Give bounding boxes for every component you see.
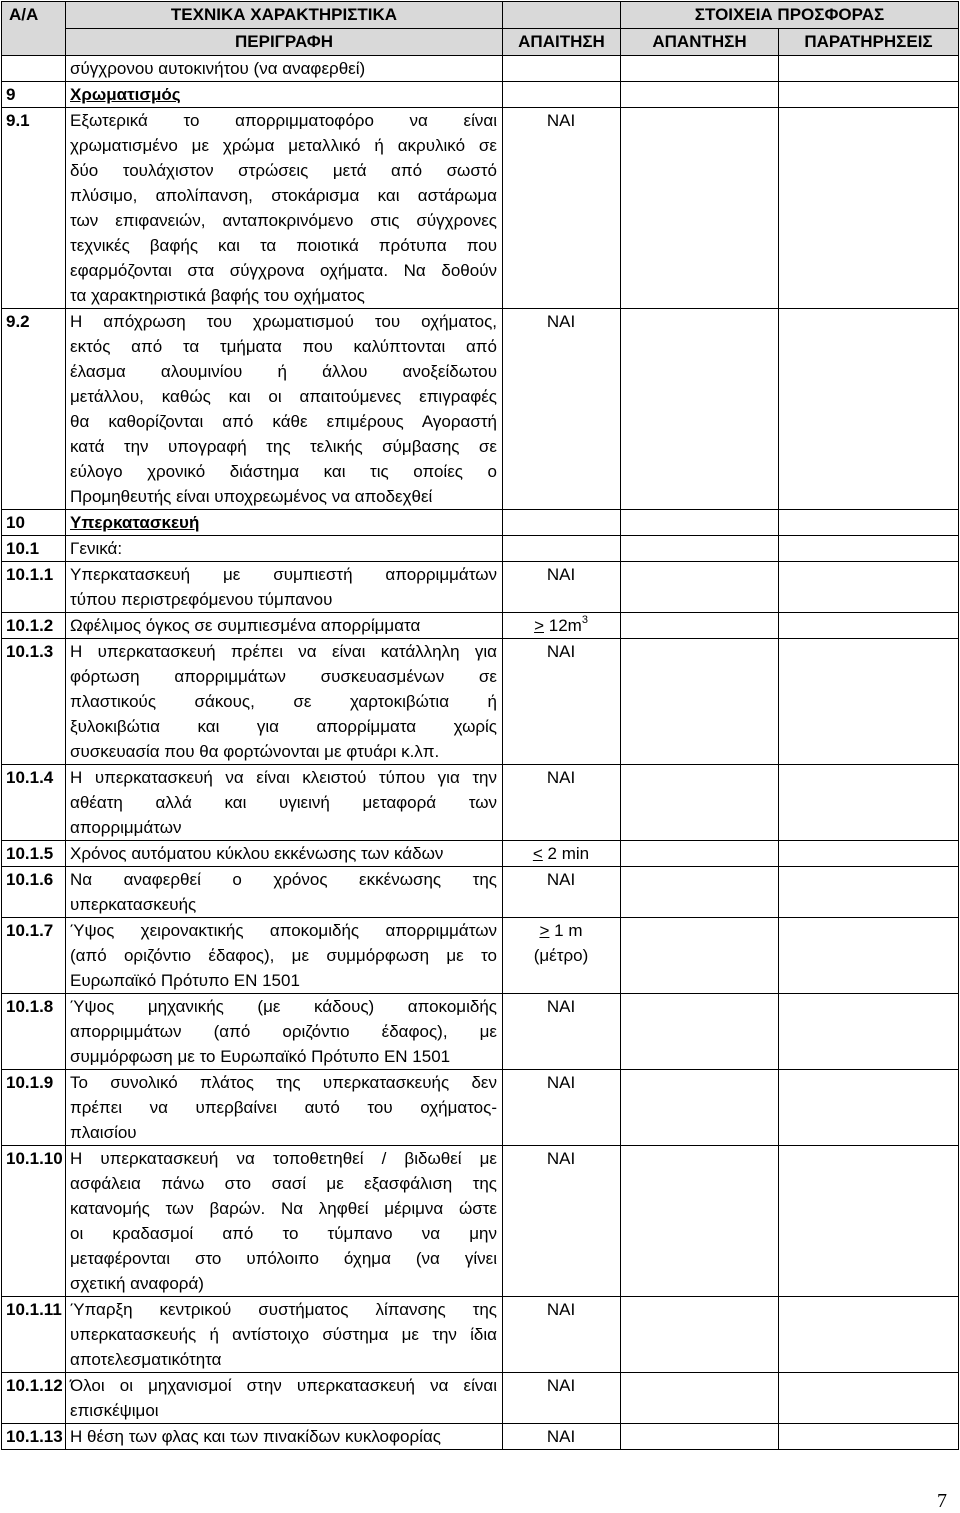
answer-cell	[621, 56, 779, 82]
remarks-cell	[779, 309, 959, 510]
requirement-value: ΝΑΙ	[503, 108, 621, 309]
remarks-cell	[779, 613, 959, 639]
description-line: Ωφέλιμος όγκος σε συμπιεσμένα απορρίμματα	[70, 616, 421, 635]
requirement-value	[503, 56, 621, 82]
description-line: μεταφέρονται στο υπόλοιπο όχημα (να γίνει	[70, 1249, 497, 1268]
description-line: σχετική αναφορά)	[70, 1274, 204, 1293]
item-number: 10.1.9	[2, 1070, 66, 1146]
requirement-line	[507, 918, 615, 943]
item-number: 9	[2, 82, 66, 108]
table-row	[2, 1070, 959, 1146]
table-header	[2, 2, 959, 56]
description-line: Ύπαρξη κεντρικού συστήματος λίπανσης της	[70, 1300, 497, 1319]
header-aa: Α/Α	[2, 2, 66, 56]
answer-cell	[621, 108, 779, 309]
table-row	[2, 56, 959, 82]
remarks-cell	[779, 1424, 959, 1450]
table-row	[2, 536, 959, 562]
description-line: ασφάλεια πάνω στο σασί με εξασφάλιση της	[70, 1174, 497, 1193]
item-description	[66, 639, 503, 765]
item-description	[66, 1297, 503, 1373]
section-title: Υπερκατασκευή	[70, 513, 200, 532]
item-description	[66, 867, 503, 918]
item-number: 10.1	[2, 536, 66, 562]
answer-cell	[621, 1373, 779, 1424]
item-description	[66, 613, 503, 639]
item-number: 10.1.7	[2, 918, 66, 994]
item-description	[66, 1424, 503, 1450]
item-description	[66, 765, 503, 841]
header-empty-cell	[503, 2, 621, 29]
item-number: 10.1.1	[2, 562, 66, 613]
description-line: Η υπερκατασκευή πρέπει να είναι κατάλληλη για	[70, 642, 497, 661]
requirement-value	[503, 918, 621, 994]
description-line: συσκευασία που θα φορτώνονται με φτυάρι κ.λπ.	[70, 742, 440, 761]
requirement-note: (μέτρο)	[533, 946, 589, 965]
description-line: επισκέψιμοι	[70, 1401, 159, 1420]
description-line: Χρόνος αυτόματου κύκλου εκκένωσης των κάδων	[70, 844, 444, 863]
description-line: τύπου περιστρεφόμενου τύμπανου	[70, 590, 333, 609]
description-line: φόρτωση απορριμμάτων συσκευασμένων σε	[70, 667, 497, 686]
item-number: 10.1.11	[2, 1297, 66, 1373]
requirement-value: ΝΑΙ	[503, 765, 621, 841]
header-row-columns	[2, 29, 959, 56]
header-requirement: ΑΠΑΙΤΗΣΗ	[503, 29, 621, 56]
remarks-cell	[779, 82, 959, 108]
requirement-value: ΝΑΙ	[503, 867, 621, 918]
table-row	[2, 1146, 959, 1297]
description-line: τα χαρακτηριστικά βαφής του οχήματος	[70, 286, 365, 305]
answer-cell	[621, 510, 779, 536]
description-line: εύλογο χρονικό διάστημα και τις οποίες ο	[70, 462, 497, 481]
item-description	[66, 994, 503, 1070]
item-description	[66, 562, 503, 613]
remarks-cell	[779, 867, 959, 918]
item-number: 10.1.2	[2, 613, 66, 639]
table-row	[2, 918, 959, 994]
description-line: Ύψος μηχανικής (με κάδους) αποκομιδής	[70, 997, 497, 1016]
description-line: Το συνολικό πλάτος της υπερκατασκευής δεν	[70, 1073, 497, 1092]
requirement-amount: 2 min	[547, 844, 590, 863]
description-line: θα καθορίζονται από κάθε επιμέρους Αγοραστή	[70, 412, 497, 431]
item-description	[66, 82, 503, 108]
answer-cell	[621, 918, 779, 994]
remarks-cell	[779, 562, 959, 613]
remarks-cell	[779, 1070, 959, 1146]
table-row	[2, 639, 959, 765]
table-row	[2, 867, 959, 918]
item-description	[66, 1070, 503, 1146]
requirement-amount: 12m	[548, 616, 582, 635]
remarks-cell	[779, 510, 959, 536]
description-line: Η απόχρωση του χρωματισμού του οχήματος,	[70, 312, 497, 331]
description-line: συμμόρφωση με το Ευρωπαϊκό Πρότυπο ΕΝ 1501	[70, 1047, 451, 1066]
description-line: Υπερκατασκευή με συμπιεστή απορριμμάτων	[70, 565, 497, 584]
item-number: 10.1.12	[2, 1373, 66, 1424]
requirement-value: ΝΑΙ	[503, 1373, 621, 1424]
description-line: απορριμμάτων (από οριζόντιο έδαφος), με	[70, 1022, 497, 1041]
description-line: σύγχρονου αυτοκινήτου (να αναφερθεί)	[70, 59, 366, 78]
description-line: χρωματισμένο με χρώμα μεταλλικό ή ακρυλικό σε	[70, 136, 497, 155]
description-line: υπερκατασκευής	[70, 895, 197, 914]
description-line: κατανομής των βαρών. Να ληφθεί μέριμνα ώστε	[70, 1199, 497, 1218]
table-row	[2, 1297, 959, 1373]
item-description	[66, 1146, 503, 1297]
table-row	[2, 510, 959, 536]
item-number: 10.1.8	[2, 994, 66, 1070]
answer-cell	[621, 82, 779, 108]
table-row	[2, 1373, 959, 1424]
item-description	[66, 536, 503, 562]
description-line: οι κραδασμοί από το τύμπανο να μην	[70, 1224, 497, 1243]
requirement-value	[503, 841, 621, 867]
table-row	[2, 994, 959, 1070]
item-number: 9.2	[2, 309, 66, 510]
answer-cell	[621, 1297, 779, 1373]
item-number: 10	[2, 510, 66, 536]
requirement-value	[503, 510, 621, 536]
requirement-line	[507, 613, 615, 638]
description-line: πλύσιμο, απολίπανση, στοκάρισμα και αστάρωμα	[70, 186, 497, 205]
requirement-value: ΝΑΙ	[503, 639, 621, 765]
description-line: Εξωτερικά το απορριμματοφόρο να είναι	[70, 111, 497, 130]
answer-cell	[621, 639, 779, 765]
remarks-cell	[779, 1146, 959, 1297]
answer-cell	[621, 1070, 779, 1146]
table-row	[2, 841, 959, 867]
answer-cell	[621, 613, 779, 639]
requirement-value	[503, 613, 621, 639]
answer-cell	[621, 994, 779, 1070]
item-number: 10.1.10	[2, 1146, 66, 1297]
table-row	[2, 108, 959, 309]
item-number	[2, 56, 66, 82]
description-line: πλαστικούς σάκους, σε χαρτοκιβώτια ή	[70, 692, 497, 711]
section-title: Χρωματισμός	[70, 85, 181, 104]
item-description	[66, 108, 503, 309]
requirement-line	[507, 841, 615, 866]
description-line: πρέπει να υπερβαίνει αυτό του οχήματος-	[70, 1098, 497, 1117]
requirement-value	[503, 82, 621, 108]
answer-cell	[621, 765, 779, 841]
requirement-value: ΝΑΙ	[503, 1424, 621, 1450]
table-row	[2, 613, 959, 639]
item-description	[66, 918, 503, 994]
description-line: Ύψος χειρονακτικής αποκομιδής απορριμμάτων	[70, 921, 497, 940]
item-description	[66, 510, 503, 536]
page-number: 7	[937, 1490, 947, 1512]
table-row	[2, 562, 959, 613]
header-answer: ΑΠΑΝΤΗΣΗ	[621, 29, 779, 56]
description-line: κατά την υπογραφή της τελικής σύμβασης σε	[70, 437, 497, 456]
table-body	[2, 56, 959, 1450]
header-technical-characteristics: ΤΕΧΝΙΚΑ ΧΑΡΑΚΤΗΡΙΣΤΙΚΑ	[66, 2, 503, 29]
description-line: Η υπερκατασκευή να τοποθετηθεί / βιδωθεί με	[70, 1149, 497, 1168]
item-number: 9.1	[2, 108, 66, 309]
item-number: 10.1.6	[2, 867, 66, 918]
item-description	[66, 841, 503, 867]
table-row	[2, 82, 959, 108]
requirement-value: ΝΑΙ	[503, 1070, 621, 1146]
remarks-cell	[779, 56, 959, 82]
description-line: τεχνικές βαφής και τα ποιοτικά πρότυπα που	[70, 236, 497, 255]
table-row	[2, 765, 959, 841]
item-description	[66, 309, 503, 510]
remarks-cell	[779, 841, 959, 867]
description-line: απορριμμάτων	[70, 818, 182, 837]
requirement-value: ΝΑΙ	[503, 309, 621, 510]
description-line: μετάλλου, καθώς και οι απαιτούμενες επιγραφές	[70, 387, 497, 406]
requirement-operator: >	[534, 616, 544, 635]
remarks-cell	[779, 765, 959, 841]
header-row-groups	[2, 2, 959, 29]
answer-cell	[621, 867, 779, 918]
description-line: (από οριζόντιο έδαφος), με συμμόρφωση με το	[70, 946, 497, 965]
description-line: ξυλοκιβώτια και για απορρίμματα χωρίς	[70, 717, 497, 736]
answer-cell	[621, 1146, 779, 1297]
description-line: εφαρμόζονται στα σύγχρονα οχήματα. Να δοθούν	[70, 261, 497, 280]
description-line: Ευρωπαϊκό Πρότυπο ΕΝ 1501	[70, 971, 300, 990]
description-line: των επιφανειών, ανταποκρινόμενο στις σύγχρονες	[70, 211, 497, 230]
remarks-cell	[779, 1373, 959, 1424]
requirement-unit-exponent: 3	[581, 614, 588, 626]
description-line: δύο τουλάχιστον στρώσεις μετά από σωστό	[70, 161, 497, 180]
answer-cell	[621, 309, 779, 510]
description-line: Όλοι οι μηχανισμοί στην υπερκατασκευή να είναι	[70, 1376, 497, 1395]
header-remarks: ΠΑΡΑΤΗΡΗΣΕΙΣ	[779, 29, 959, 56]
description-line: Η θέση των φλας και των πινακίδων κυκλοφορίας	[70, 1427, 441, 1446]
table-row	[2, 309, 959, 510]
description-line: Γενικά:	[70, 539, 123, 558]
description-line: εκτός από τα τμήματα που καλύπτονται από	[70, 337, 497, 356]
item-description	[66, 1373, 503, 1424]
description-line: έλασμα αλουμινίου ή άλλου ανοξείδωτου	[70, 362, 497, 381]
description-line: αθέατη αλλά και υγιεινή μεταφορά των	[70, 793, 497, 812]
requirement-operator: <	[532, 844, 543, 863]
header-description: ΠΕΡΙΓΡΑΦΗ	[66, 29, 503, 56]
requirement-value: ΝΑΙ	[503, 994, 621, 1070]
answer-cell	[621, 1424, 779, 1450]
item-description	[66, 56, 503, 82]
answer-cell	[621, 536, 779, 562]
table-row	[2, 1424, 959, 1450]
item-number: 10.1.4	[2, 765, 66, 841]
header-offer-details: ΣΤΟΙΧΕΙΑ ΠΡΟΣΦΟΡΑΣ	[621, 2, 959, 29]
technical-specifications-table	[1, 1, 959, 1450]
description-line: Η υπερκατασκευή να είναι κλειστού τύπου για την	[70, 768, 497, 787]
remarks-cell	[779, 639, 959, 765]
remarks-cell	[779, 108, 959, 309]
remarks-cell	[779, 1297, 959, 1373]
remarks-cell	[779, 918, 959, 994]
description-line: πλαισίου	[70, 1123, 137, 1142]
requirement-value: ΝΑΙ	[503, 1297, 621, 1373]
requirement-operator: >	[539, 921, 550, 940]
requirement-value	[503, 536, 621, 562]
item-number: 10.1.5	[2, 841, 66, 867]
answer-cell	[621, 562, 779, 613]
remarks-cell	[779, 536, 959, 562]
item-number: 10.1.3	[2, 639, 66, 765]
requirement-value: ΝΑΙ	[503, 562, 621, 613]
description-line: αποτελεσματικότητα	[70, 1350, 222, 1369]
requirement-value: ΝΑΙ	[503, 1146, 621, 1297]
description-line: Να αναφερθεί ο χρόνος εκκένωσης της	[70, 870, 497, 889]
remarks-cell	[779, 994, 959, 1070]
description-line: Προμηθευτής είναι υποχρεωμένος να αποδεχθεί	[70, 487, 433, 506]
item-number: 10.1.13	[2, 1424, 66, 1450]
description-line: υπερκατασκευής ή αντίστοιχο σύστημα με την ίδια	[70, 1325, 497, 1344]
requirement-amount: 1 m	[554, 921, 583, 940]
answer-cell	[621, 841, 779, 867]
